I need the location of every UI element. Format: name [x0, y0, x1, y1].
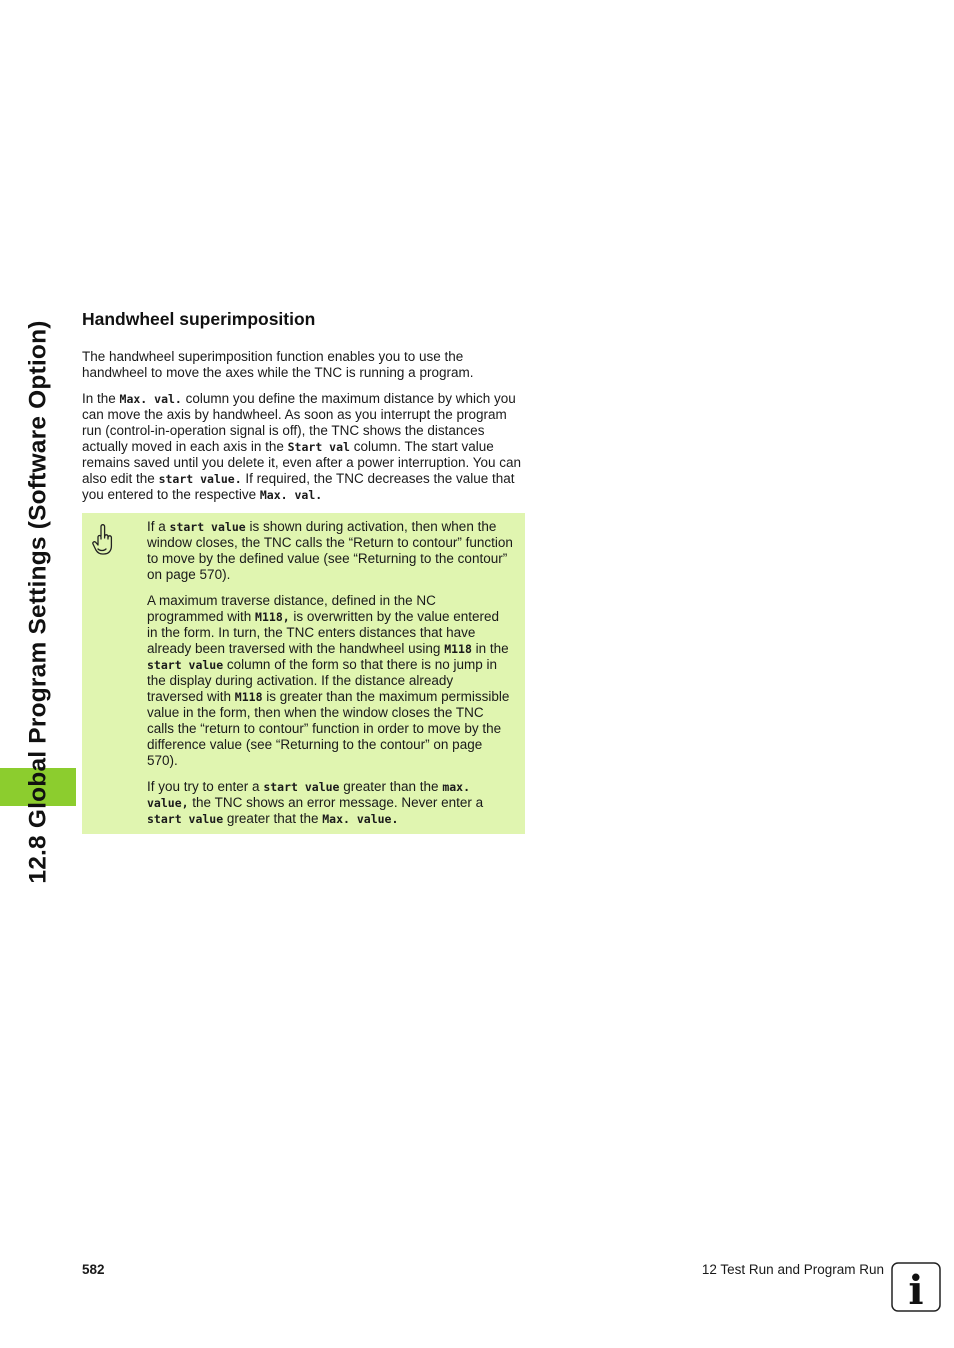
note-box: [82, 513, 525, 834]
note-paragraph-start-value: If a start value is shown during activation, then when the window closes, the TNC calls the “Return to contour” function to move by the defined value (see “Returning to the contour” on page 570).: [147, 519, 513, 582]
code-max-value-2: Max. value.: [322, 812, 399, 826]
section-title: Handwheel superimposition: [82, 309, 316, 329]
info-icon: [891, 1262, 941, 1312]
code-start-value-2: start value: [147, 658, 224, 672]
note-paragraph-m118: A maximum traverse distance, defined in the NC programmed with M118, is overwritten by the value entered in the form. In turn, the TNC enters distances that have already been traversed with the handwheel using M118 in the start value column of the form so that there is no jump in the display during activation. If the distance already traversed with M118 is greater than the maximum permissible value in the form, then when the window closes the TNC calls the “return to contour” function in order to move by the difference value (see “Returning to the contour” on page 570).: [147, 593, 510, 768]
code-start-value-4: start value: [147, 812, 224, 826]
note-paragraph-error: If you try to enter a start value greater than the max. value, the TNC shows an error message. Never enter a start value greater that the Max. value.: [147, 779, 484, 826]
code-start-value: start value.: [158, 472, 242, 486]
code-m118-2: M118: [444, 642, 472, 656]
code-start-val: Start val: [287, 440, 350, 454]
hand-pointer-icon: [90, 523, 116, 557]
info-letter: i: [908, 1267, 924, 1312]
code-max-val-2: Max. val.: [259, 488, 323, 502]
chapter-side-heading-text: 12.8 Global Program Settings (Software Option): [25, 320, 52, 884]
code-start-value-3: start value: [263, 780, 340, 794]
main-content: [82, 306, 525, 834]
chapter-side-heading: [20, 312, 58, 892]
page-number: 582: [82, 1262, 105, 1277]
footer-chapter-title: 12 Test Run and Program Run: [701, 1262, 884, 1277]
code-max-val: Max. val.: [119, 392, 182, 406]
code-m118-3: M118: [234, 690, 263, 704]
intro-paragraph: The handwheel superimposition function enables you to use the handwheel to move the axes while the TNC is running a program.: [82, 349, 474, 380]
code-start-value-note: start value: [169, 520, 246, 534]
code-max-value: max. value,: [147, 780, 471, 810]
max-val-paragraph: In the Max. val. column you define the maximum distance by which you can move the axis by handwheel. As soon as you interrupt the program run (control-in-operation signal is off), the TNC shows the distances actually moved in each axis in the Start val column. The start value remains saved until you delete it, even after a power interruption. You can also edit the start value. If required, the TNC decreases the value that you entered to the respective Max. val.: [82, 391, 522, 502]
code-m118: M118,: [255, 610, 290, 624]
